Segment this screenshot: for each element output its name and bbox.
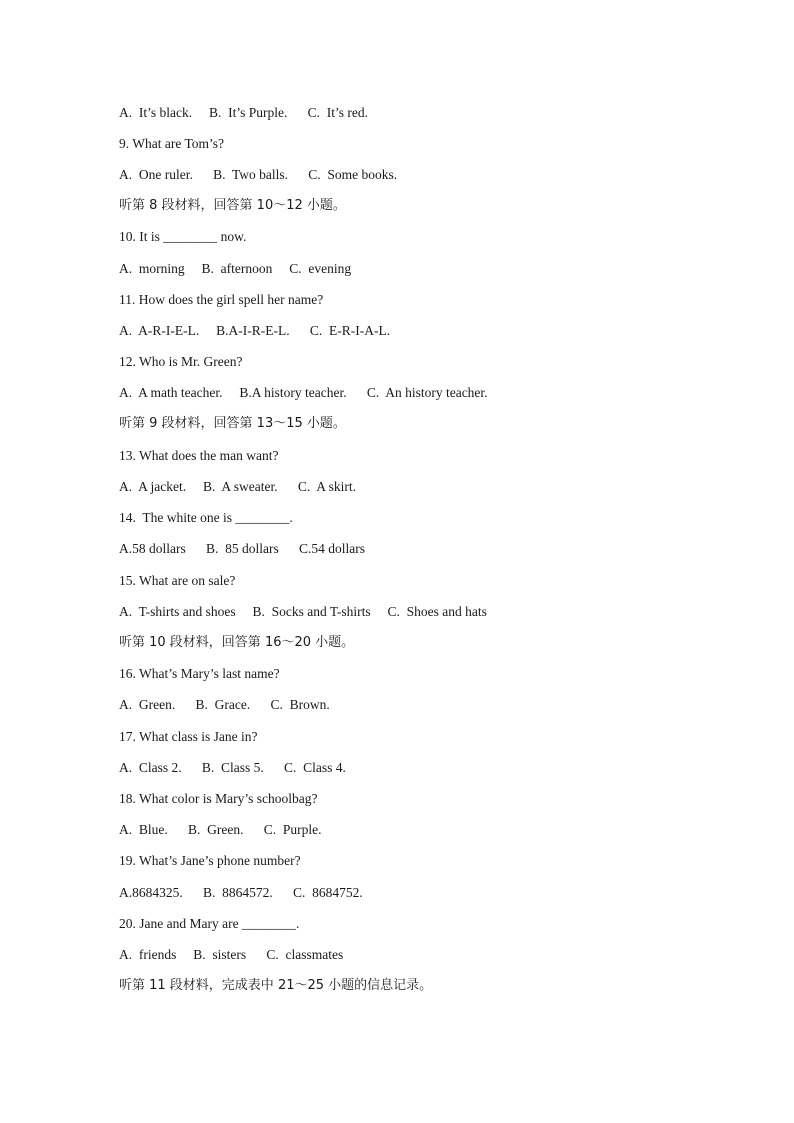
q12-options: A. A math teacher. B.A history teacher. C. An history teacher. xyxy=(119,385,488,400)
q19-question: 19. What’s Jane’s phone number? xyxy=(119,853,301,868)
q15-options: A. T-shirts and shoes B. Socks and T-shirts C. Shoes and hats xyxy=(119,604,487,619)
q11-question: 11. How does the girl spell her name? xyxy=(119,292,324,307)
section-heading-8: 听第 8 段材料，回答第 10～12 小题。 xyxy=(119,198,346,213)
q16-question: 16. What’s Mary’s last name? xyxy=(119,666,280,681)
q18-question: 18. What color is Mary’s schoolbag? xyxy=(119,791,318,806)
q13-question: 13. What does the man want? xyxy=(119,448,279,463)
q18-options: A. Blue. B. Green. C. Purple. xyxy=(119,822,322,837)
q8-options: A. It’s black. B. It’s Purple. C. It’s red. xyxy=(119,105,368,120)
q10-question: 10. It is ________ now. xyxy=(119,229,247,244)
section-heading-10: 听第 10 段材料，回答第 16～20 小题。 xyxy=(119,635,355,650)
q17-question: 17. What class is Jane in? xyxy=(119,729,258,744)
section-heading-9: 听第 9 段材料，回答第 13～15 小题。 xyxy=(119,416,346,431)
q9-options: A. One ruler. B. Two balls. C. Some books. xyxy=(119,167,398,182)
q10-options: A. morning B. afternoon C. evening xyxy=(119,261,352,276)
q9-question: 9. What are Tom’s? xyxy=(119,136,225,151)
q14-options: A.58 dollars B. 85 dollars C.54 dollars xyxy=(119,541,365,556)
q13-options: A. A jacket. B. A sweater. C. A skirt. xyxy=(119,479,356,494)
q20-question: 20. Jane and Mary are ________. xyxy=(119,916,300,931)
q16-options: A. Green. B. Grace. C. Brown. xyxy=(119,697,330,712)
q12-question: 12. Who is Mr. Green? xyxy=(119,354,243,369)
q17-options: A. Class 2. B. Class 5. C. Class 4. xyxy=(119,760,346,775)
q14-question: 14. The white one is ________. xyxy=(119,510,293,525)
q19-options: A.8684325. B. 8864572. C. 8684752. xyxy=(119,885,363,900)
q11-options: A. A-R-I-E-L. B.A-I-R-E-L. C. E-R-I-A-L. xyxy=(119,323,391,338)
q20-options: A. friends B. sisters C. classmates xyxy=(119,947,344,962)
section-heading-11: 听第 11 段材料，完成表中 21～25 小题的信息记录。 xyxy=(119,978,433,993)
q15-question: 15. What are on sale? xyxy=(119,573,236,588)
